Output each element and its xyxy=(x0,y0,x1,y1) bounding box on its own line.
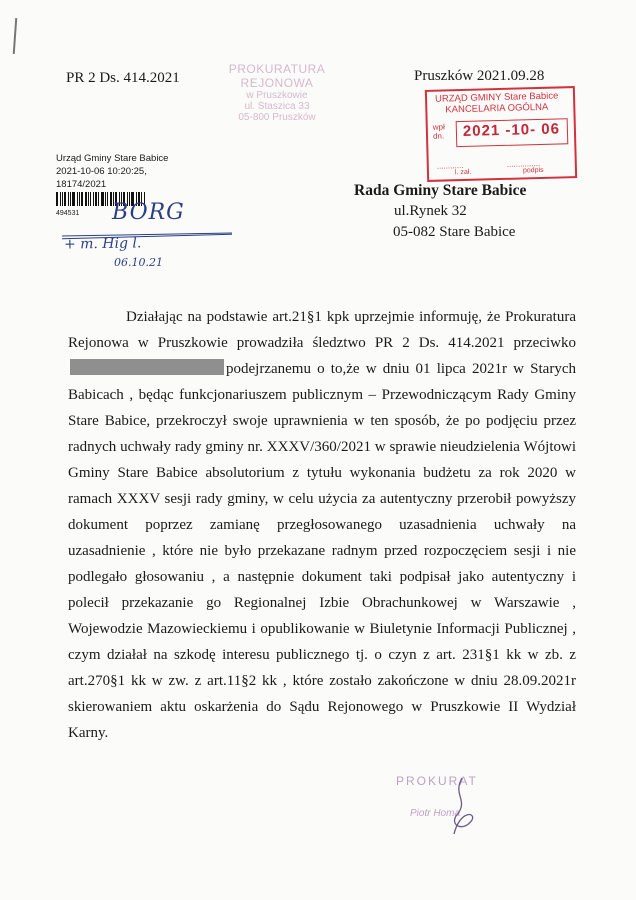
barcode-bar xyxy=(90,192,91,206)
dn-label: dn. xyxy=(432,131,445,141)
barcode-bar xyxy=(64,192,66,206)
barcode-bar xyxy=(70,192,71,206)
barcode-bar xyxy=(98,192,99,206)
case-number: PR 2 Ds. 414.2021 xyxy=(66,70,180,86)
barcode-bar xyxy=(101,192,104,206)
stamp-line: w Pruszkowie xyxy=(246,90,308,101)
barcode-code: 494531 xyxy=(56,210,80,217)
receipt-office: Urząd Gminy Stare Babice xyxy=(56,153,169,164)
barcode-bar xyxy=(60,192,61,206)
barcode-bar xyxy=(62,192,63,206)
registry-stamp-received-label xyxy=(433,122,445,140)
registry-stamp-attachments-label: l. zał. xyxy=(454,168,472,177)
registry-stamp-signature-label: podpis xyxy=(522,166,544,175)
addressee-street: ul.Rynek 32 xyxy=(394,203,467,219)
registry-stamp-dots: ............... xyxy=(506,158,541,169)
letter-body xyxy=(68,304,576,746)
margin-pen-mark xyxy=(13,18,18,54)
registry-stamp-office: URZĄD GMINY Stare Babice xyxy=(434,90,559,105)
barcode-bar xyxy=(95,192,97,206)
addressee-block xyxy=(354,180,526,243)
barcode-bar xyxy=(77,192,78,206)
barcode-bar xyxy=(72,192,75,206)
stamp-office: PROKURAT xyxy=(396,774,478,788)
barcode-bar xyxy=(79,192,80,206)
handwritten-signature: BORG xyxy=(112,200,185,225)
barcode-bar xyxy=(68,192,69,206)
prosecutor-stamp-faded xyxy=(192,62,362,123)
redaction-bar xyxy=(70,359,224,375)
barcode-bar xyxy=(105,192,106,206)
stamp-person: Piotr Homa xyxy=(410,808,461,819)
registry-stamp xyxy=(425,86,577,182)
barcode-bar xyxy=(81,192,83,206)
stamp-line: ul. Staszica 33 xyxy=(244,101,310,112)
handwritten-date: 06.10.21 xyxy=(114,256,163,269)
barcode-bar xyxy=(56,192,58,206)
receipt-reg-number: 18174/2021 xyxy=(56,179,107,190)
body-text-part1: Działając na podstawie art.21§1 kpk uprzejmie informuję, że Prokuratura Rejonowa w Pruszkowie prowadziła śledztwo PR 2 Ds. 414.2021 przeciwko xyxy=(68,309,576,351)
barcode-bar xyxy=(93,192,94,206)
prosecutor-signature xyxy=(442,776,482,836)
receipt-timestamp: 2021-10-06 10:20:25, xyxy=(56,166,147,177)
addressee-name: Rada Gminy Stare Babice xyxy=(354,182,527,199)
body-text-part2: podejrzanemu o to,że w dniu 01 lipca 2021r w Starych Babicach , będąc funkcjonariuszem publicznym – Przewodniczącym Rady Gminy Stare Babice, przekroczył swoje uprawnienia w ten sposób, że po podjęciu przez radnych uchwały rady gminy nr. XXXV/360/2021 w sprawie nieudzielenia Wójtowi Gminy Stare Babice absolutorium z tytułu wykonania budżetu za rok 2020 w ramach XXXV sesji rady gminy, w celu użycia za autentyczny przerobił powyższy dokument poprzez zamianę przegłosowanego uzasadnienia uchwały na uzasadnienie , które nie było przekazane radnym przed rozpoczęciem sesji i nie podlegało głosowaniu , a następnie dokument taki podpisał jako autentyczny i polecił przekazanie go Regionalnej Izbie Obrachunkowej w Warszawie , Wojewodzie Mazowieckiemu i opublikowanie w Biuletynie Informacji Publicznej , czym działał na szkodę interesu publicznego tj. o czyn z art. 231§1 kk w zb. z art.270§1 kk w zw. z art.11§2 kk , które zostało zakończone w dniu 28.09.2021r skierowaniem aktu oskarżenia do Sądu Rejonowego w Pruszkowie II Wydział Karny. xyxy=(68,361,576,741)
addressee-city: 05-082 Stare Babice xyxy=(393,224,516,240)
registry-stamp-department: KANCELARIA OGÓLNA xyxy=(445,101,549,116)
stamp-line: PROKURATURA REJONOWA xyxy=(228,62,326,90)
barcode-bar xyxy=(85,192,87,206)
registry-stamp-dots: ............ xyxy=(436,160,464,171)
stamp-line: 05-800 Pruszków xyxy=(238,112,316,123)
place-date: Pruszków 2021.09.28 xyxy=(414,68,545,84)
wpl-label: wpł xyxy=(432,122,445,132)
barcode-bar xyxy=(88,192,89,206)
registry-stamp-date: 2021 -10- 06 xyxy=(462,120,561,140)
handwritten-note: + m. Hig l. xyxy=(63,235,142,253)
barcode-bar xyxy=(107,192,108,206)
body-paragraph xyxy=(68,304,576,746)
